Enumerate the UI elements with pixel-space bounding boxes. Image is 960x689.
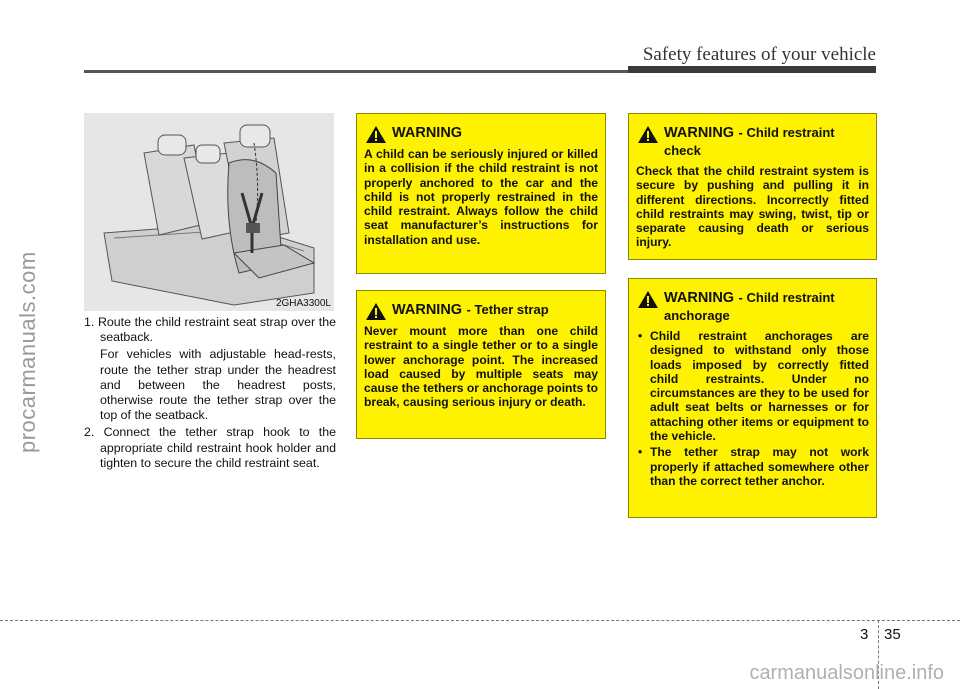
instruction-steps — [84, 315, 336, 473]
footer-rule — [0, 620, 960, 621]
warning-title: WARNING — [664, 290, 735, 306]
header-title: Safety features of your vehicle — [642, 44, 876, 65]
warning-title: WARNING — [392, 125, 463, 141]
figure-code: 2GHA3300L — [275, 298, 331, 309]
warning-subtitle: - Tether strap — [466, 302, 549, 317]
warning-subtitle: - Child restraint check — [664, 125, 835, 158]
header-rule-accent — [628, 66, 876, 73]
rear-seat-drawing — [84, 113, 334, 311]
warning-title: WARNING — [664, 125, 735, 141]
warning-triangle-icon — [638, 291, 658, 308]
warning-header — [364, 301, 598, 320]
section-number: 3 — [860, 626, 869, 643]
warning-box-anchorage — [628, 278, 877, 518]
watermark-left: procarmanuals.com — [15, 251, 40, 453]
warning-body — [636, 329, 869, 488]
watermark-bottom: carmanualsonline.info — [749, 662, 944, 684]
warning-triangle-icon — [366, 126, 386, 143]
warning-triangle-icon — [366, 303, 386, 320]
step-2: 2. Connect the tether strap hook to the appropriate child restraint hook holder and tighten to secure the child restraint seat. — [84, 425, 336, 470]
warning-header — [636, 289, 869, 325]
warning-body — [636, 164, 869, 250]
warning-list-item: • The tether strap may not work properly if attached somewhere other than the correct tether anchor. — [636, 445, 869, 488]
warning-header — [364, 124, 598, 143]
warning-list-item: • Child restraint anchorages are designed to withstand only those loads imposed by correctly fitted child restraints. Under no circumstances are they to be used for adult seat belts or harnesses or for attaching other items or equipment to the vehicle. — [636, 329, 869, 443]
warning-box-check — [628, 113, 877, 260]
warning-body — [364, 147, 598, 247]
warning-title: WARNING — [392, 302, 463, 318]
warning-header — [636, 124, 869, 160]
warning-box-general — [356, 113, 606, 274]
warning-text: Never mount more than one child restraint to a single tether or to a single lower anchorage point. The increased load caused by multiple seats may cause the tethers or anchorage points to break, causing serious injury or death. — [364, 324, 598, 410]
page-number: 35 — [884, 626, 901, 643]
step-note: For vehicles with adjustable head-rests, route the tether strap under the headrest and between the headrest posts, otherwise route the tether strap over the top of the seatback. — [100, 347, 336, 423]
warning-body — [364, 324, 598, 410]
warning-subtitle: - Child restraint anchorage — [664, 290, 835, 323]
warning-box-tether — [356, 290, 606, 439]
warning-text: A child can be seriously injured or killed in a collision if the child restraint is not properly anchored to the car and the child is not properly restrained in the child restraint. Always follow the child seat manufacturer’s instructions for installation and use. — [364, 147, 598, 247]
step-1: 1. Route the child restraint seat strap over the seatback. — [84, 315, 336, 345]
warning-list — [636, 329, 869, 488]
warning-triangle-icon — [638, 126, 658, 143]
warning-text: Check that the child restraint system is secure by pushing and pulling it in different directions. Incorrectly fitted child restraints may swing, twist, tip or separate causing death or serious injury. — [636, 164, 869, 250]
seat-illustration — [84, 113, 334, 311]
